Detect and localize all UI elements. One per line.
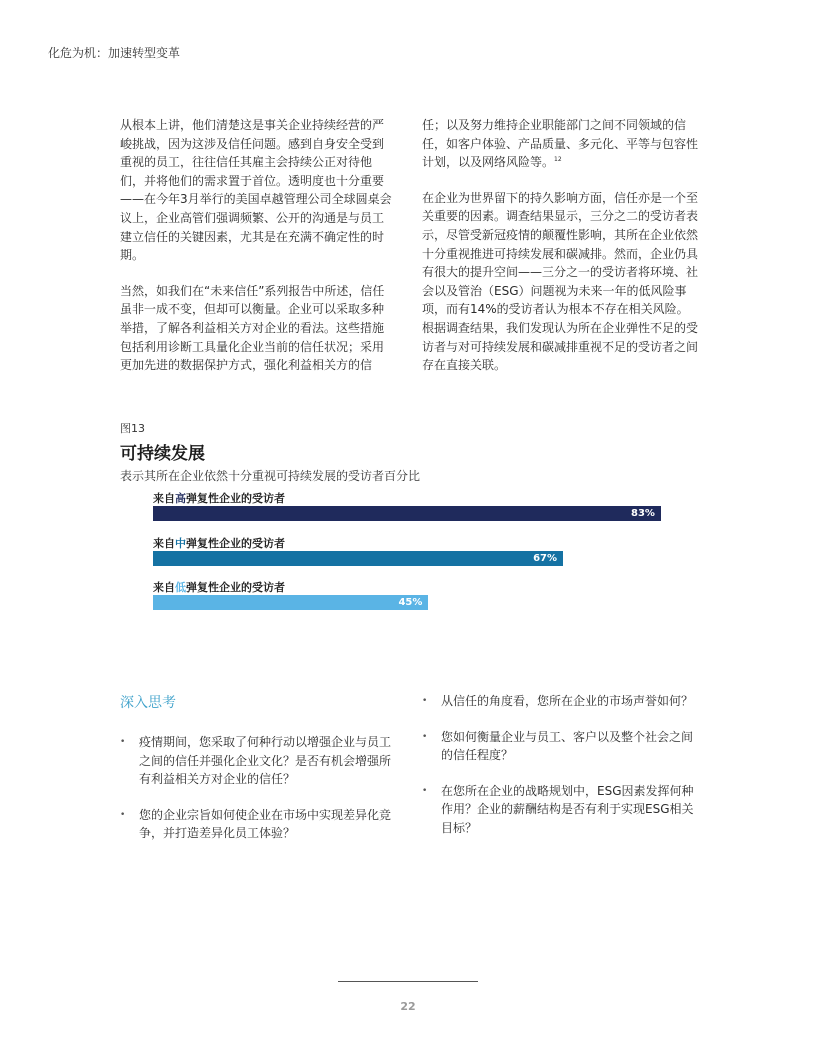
list-item [120,806,395,843]
body-paragraph [422,116,698,172]
list-item [422,728,702,765]
list-item [422,692,702,711]
bullet-icon: • [120,737,126,747]
bar-group [153,535,693,566]
question-text: 您如何衡量企业与员工、客户以及整个社会之间的信任程度？ [441,729,694,763]
list-item [422,782,702,838]
figure-title: 可持续发展 [120,444,205,464]
think-section-title: 深入思考 [120,695,176,711]
bar-category-label: 来自低弹复性企业的受访者 [153,581,285,594]
bar-value-label: 45% [398,597,423,608]
question-text: 疫情期间，您采取了何种行动以增强企业与员工之间的信任并强化企业文化？是否有机会增强所有利益相关方对企业的信任？ [139,735,392,787]
bar-category-label: 来自中弹复性企业的受访者 [153,537,285,550]
bar [153,551,563,566]
bar [153,506,661,521]
bar-value-label: 67% [533,553,558,564]
question-text: 从信任的角度看，您所在企业的市场声誉如何？ [441,694,694,708]
bullet-icon: • [120,809,126,820]
bar-group [153,490,693,521]
footer-divider [338,981,478,982]
think-questions-right [422,692,702,855]
bar-group [153,579,693,610]
figure-subtitle: 表示其所在企业依然十分重视可持续发展的受访者百分比 [120,469,421,483]
page-number: 22 [400,1000,416,1013]
question-text: 您的企业宗旨如何使企业在市场中实现差异化竞争，并打造差异化员工体验？ [139,807,392,841]
bar [153,595,428,610]
figure-sustainability [120,420,700,608]
body-paragraph-text: 任；以及努力维持企业职能部门之间不同领域的信任，如客户体验、产品质量、多元化、平等与包容性计划，以及网络风险等。 [422,118,699,170]
body-paragraph: 从根本上讲，他们清楚这是事关企业持续经营的严峻挑战，因为这涉及信任问题。感到自身安全受到重视的员工，往往信任其雇主会持续公正对待他们，并将他们的需求置于首位。透明度也十分重要——在今年3月举行的美国卓越管理公司全球圆桌会议上，企业高管们强调频繁、公开的沟通是与员工建立信任的关键因素，尤其是在充满不确定性的时期。 [120,118,392,263]
question-text: 在您所在企业的战略规划中，ESG因素发挥何种作用？企业的薪酬结构是否有利于实现ESG相关目标？ [441,783,694,835]
bullet-icon: • [422,785,428,796]
list-item [120,733,395,789]
bullet-icon: • [422,696,428,706]
bullet-icon: • [422,731,428,742]
body-paragraph: 当然，如我们在“未来信任”系列报告中所述，信任虽非一成不变，但却可以衡量。企业可以采取多种举措，了解各利益相关方对企业的看法。这些措施包括利用诊断工具量化企业当前的信任状况；采用更加先进的数据保护方式，强化利益相关方的信 [120,283,385,373]
body-paragraph: 在企业为世界留下的持久影响方面，信任亦是一个至关重要的因素。调查结果显示，三分之二的受访者表示，尽管受新冠疫情的颠覆性影响，其所在企业依然十分重视推进可持续发展和碳减排。然而，企业仍具有很大的提升空间——三分之一的受访者将环境、社会以及管治（ESG）问题视为未来一年的低风险事项，而有14%的受访者认为根本不存在相关风险。根据调查结果，我们发现认为所在企业弹性不足的受访者与对可持续发展和碳减排重视不足的受访者之间存在直接关联。 [422,190,699,373]
figure-number: 图13 [120,422,145,435]
think-questions-left [120,733,395,860]
body-right-column [422,116,698,392]
bar-category-label: 来自高弹复性企业的受访者 [153,492,285,505]
body-left-column [120,116,395,392]
bar-value-label: 83% [631,508,655,519]
footnote-ref: 12 [554,156,562,164]
running-header: 化危为机：加速转型变革 [48,46,181,60]
